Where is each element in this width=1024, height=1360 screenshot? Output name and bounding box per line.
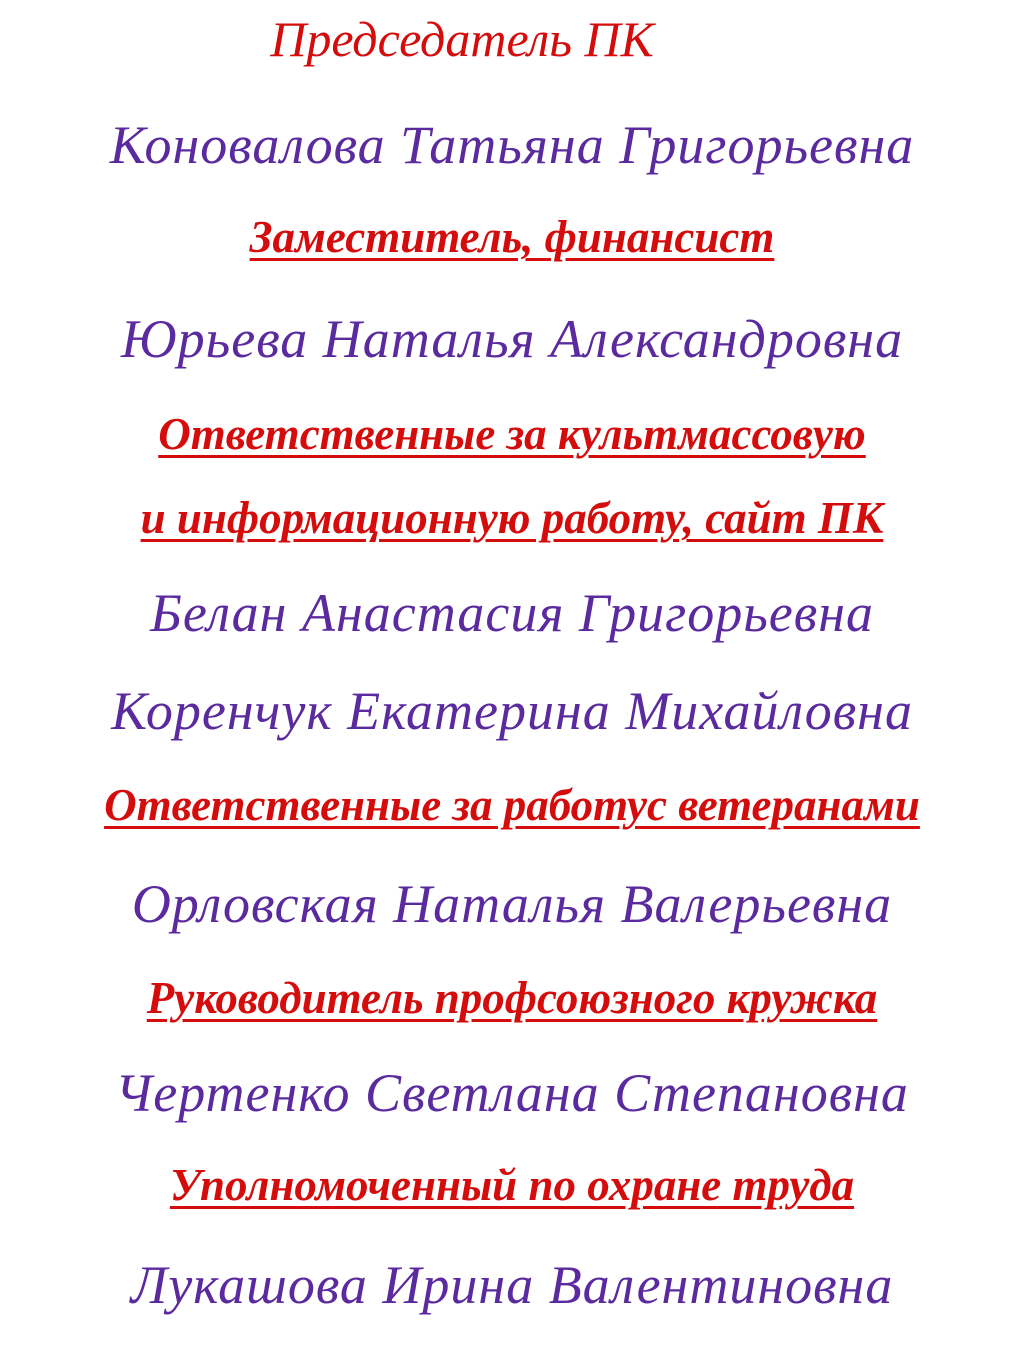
role-circle-leader: Руководитель профсоюзного кружка (146, 973, 878, 1023)
person-belan: Белан Анастасия Григорьевна (150, 583, 874, 643)
person-lukashova: Лукашова Ирина Валентиновна (130, 1255, 894, 1315)
role-cultural-info-line-1: Ответственные за культмассовую (158, 409, 866, 459)
role-cultural-info-line-2: и информационную работу, сайт ПК (140, 493, 884, 543)
role-veterans: Ответственные за работус ветеранами (104, 780, 920, 830)
person-chertenko: Чертенко Светлана Степановна (115, 1063, 909, 1123)
person-korenchuk: Коренчук Екатерина Михайловна (111, 681, 913, 741)
role-deputy-financier: Заместитель, финансист (249, 212, 775, 262)
person-orlovskaya: Орловская Наталья Валерьевна (131, 874, 893, 934)
role-chairman: Председатель ПК (270, 11, 654, 67)
role-labor-safety: Уполномоченный по охране труда (169, 1160, 855, 1210)
person-konovalova: Коновалова Татьяна Григорьевна (109, 115, 915, 175)
person-yurieva: Юрьева Наталья Александровна (120, 309, 904, 369)
